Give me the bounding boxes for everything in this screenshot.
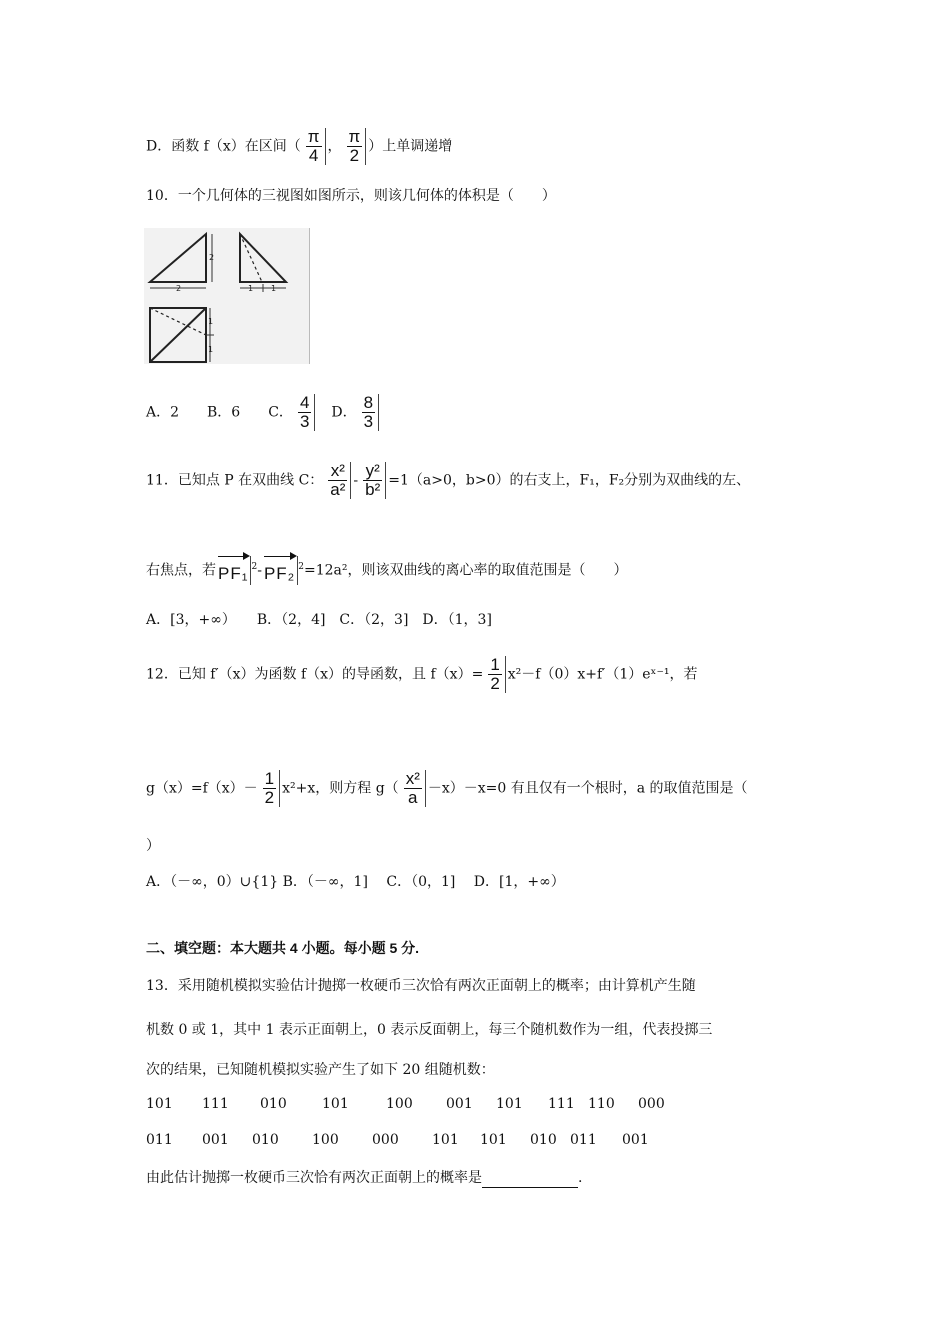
q10-stem: 10．一个几何体的三视图如图所示，则该几何体的体积是（ ）	[146, 188, 556, 204]
q9-d-prefix: D．函数 f（x）在区间（	[146, 138, 301, 155]
random-number: 000	[372, 1132, 399, 1148]
q11-line1	[146, 462, 750, 499]
q12-line1	[146, 656, 698, 693]
random-number: 001	[446, 1096, 473, 1112]
dim-label-front-height: 2	[209, 253, 215, 262]
random-number: 001	[202, 1132, 229, 1148]
fraction-y2-over-b2	[360, 462, 386, 499]
q11-line2-prefix: 右焦点，若	[146, 562, 216, 579]
q12-suffix: x²－f（0）x+f′（1）eˣ⁻¹，若	[507, 666, 698, 683]
random-number: 000	[638, 1096, 665, 1112]
random-number: 011	[146, 1132, 173, 1148]
denominator: a	[408, 788, 418, 807]
q12-g-suffix: －x）－x=0 有且仅有一个根时，a 的取值范围是（	[427, 780, 748, 797]
random-number: 111	[548, 1096, 575, 1112]
denominator: 2	[349, 146, 360, 165]
q9-option-d	[146, 128, 452, 165]
exponent: 2	[298, 561, 304, 572]
random-number: 011	[570, 1132, 597, 1148]
q11-suffix: =1（a>0，b>0）的右支上，F₁，F₂分别为双曲线的左、	[388, 472, 751, 489]
random-number: 100	[386, 1096, 413, 1112]
q12-options: A．（－∞，0）∪{1} B．（－∞，1] C．（0，1] D．[1，+∞）	[146, 874, 565, 890]
denominator: 2	[490, 674, 500, 693]
numerator: 1	[264, 769, 275, 788]
q12-close-paren: ）	[146, 838, 160, 854]
minus-sign: -	[257, 562, 262, 579]
numerator: π	[307, 127, 320, 146]
denominator: 3	[299, 412, 310, 431]
dim-label-front-width: 2	[176, 284, 182, 293]
numerator: 4	[299, 393, 310, 412]
random-number: 101	[496, 1096, 523, 1112]
q10-option-d-label: D．	[317, 404, 357, 421]
q9-d-suffix: ）上单调递增	[368, 138, 453, 155]
three-view-figure	[144, 228, 310, 364]
numerator: 8	[363, 393, 374, 412]
fraction-8-over-3	[359, 394, 379, 431]
denominator: b²	[365, 480, 381, 499]
dim-label-side-left: 1	[248, 284, 254, 293]
q13-line3: 次的结果，已知随机模拟实验产生了如下 20 组随机数：	[146, 1062, 495, 1078]
random-number: 101	[480, 1132, 507, 1148]
random-number: 101	[432, 1132, 459, 1148]
answer-blank[interactable]	[482, 1173, 578, 1188]
numerator: π	[348, 127, 361, 146]
fraction-x2-over-a	[401, 770, 426, 807]
random-number: 100	[312, 1132, 339, 1148]
numerator: x²	[328, 462, 347, 481]
dim-label-top-lower: 1	[208, 345, 214, 354]
denominator: a²	[330, 480, 346, 499]
vector-label: PF₁	[218, 564, 249, 583]
random-number: 010	[530, 1132, 557, 1148]
q10-options-ab: A．2 B．6 C．	[146, 404, 293, 421]
vector-pf1	[216, 556, 251, 585]
q11-prefix: 11．已知点 P 在双曲线 C：	[146, 472, 324, 489]
q13-conclusion	[146, 1168, 582, 1188]
minus-sign: -	[353, 472, 359, 489]
denominator: 3	[363, 412, 374, 431]
fraction-pi-over-4	[303, 128, 326, 165]
random-number: 010	[252, 1132, 279, 1148]
random-number: 111	[202, 1096, 229, 1112]
exponent: 2	[251, 561, 258, 572]
random-number: 101	[146, 1096, 173, 1112]
fraction-1-over-2	[485, 656, 505, 693]
q11-line2-suffix: =12a²，则该双曲线的离心率的取值范围是（ ）	[304, 562, 628, 579]
vector-label: PF₂	[263, 564, 296, 583]
vector-pf2	[262, 556, 298, 585]
numerator: y²	[363, 462, 382, 481]
q12-g-prefix: g（x）=f（x）－	[146, 780, 258, 797]
q11-line2	[146, 556, 628, 585]
q13-conclusion-text: 由此估计抛掷一枚硬币三次恰有两次正面朝上的概率是	[146, 1170, 482, 1186]
vector-arrow	[218, 556, 248, 563]
q12-line2	[146, 770, 748, 807]
q12-prefix: 12．已知 f′（x）为函数 f（x）的导函数，且 f（x）=	[146, 666, 484, 683]
dim-label-top-upper: 1	[208, 317, 214, 326]
comma: ，	[327, 138, 342, 155]
q13-line2: 机数 0 或 1，其中 1 表示正面朝上，0 表示反面朝上，每三个随机数作为一组，代表投掷三	[146, 1022, 713, 1038]
q12-g-mid: x²+x，则方程 g（	[282, 780, 399, 797]
random-number: 010	[260, 1096, 287, 1112]
random-number: 101	[322, 1096, 349, 1112]
three-view-drawing	[144, 228, 309, 364]
section-title: 二、填空题：本大题共 4 小题。每小题 5 分.	[146, 940, 420, 956]
random-number: 001	[622, 1132, 649, 1148]
denominator: 4	[308, 146, 319, 165]
fraction-4-over-3	[295, 394, 315, 431]
fraction-pi-over-2	[344, 128, 367, 165]
fraction-x2-over-a2	[325, 462, 351, 499]
q10-options	[146, 394, 381, 431]
fraction-1-over-2	[260, 770, 280, 807]
numerator: x²	[405, 769, 420, 788]
dim-label-side-right: 1	[271, 284, 277, 293]
period: .	[578, 1170, 583, 1186]
denominator: 2	[264, 788, 275, 807]
vector-arrow	[264, 556, 295, 563]
numerator: 1	[490, 655, 500, 674]
random-number: 110	[588, 1096, 615, 1112]
q13-line1: 13．采用随机模拟实验估计抛掷一枚硬币三次恰有两次正面朝上的概率；由计算机产生随	[146, 978, 696, 994]
q11-options: A．[3，+∞） B．（2，4] C．（2，3] D．（1，3]	[146, 612, 492, 628]
